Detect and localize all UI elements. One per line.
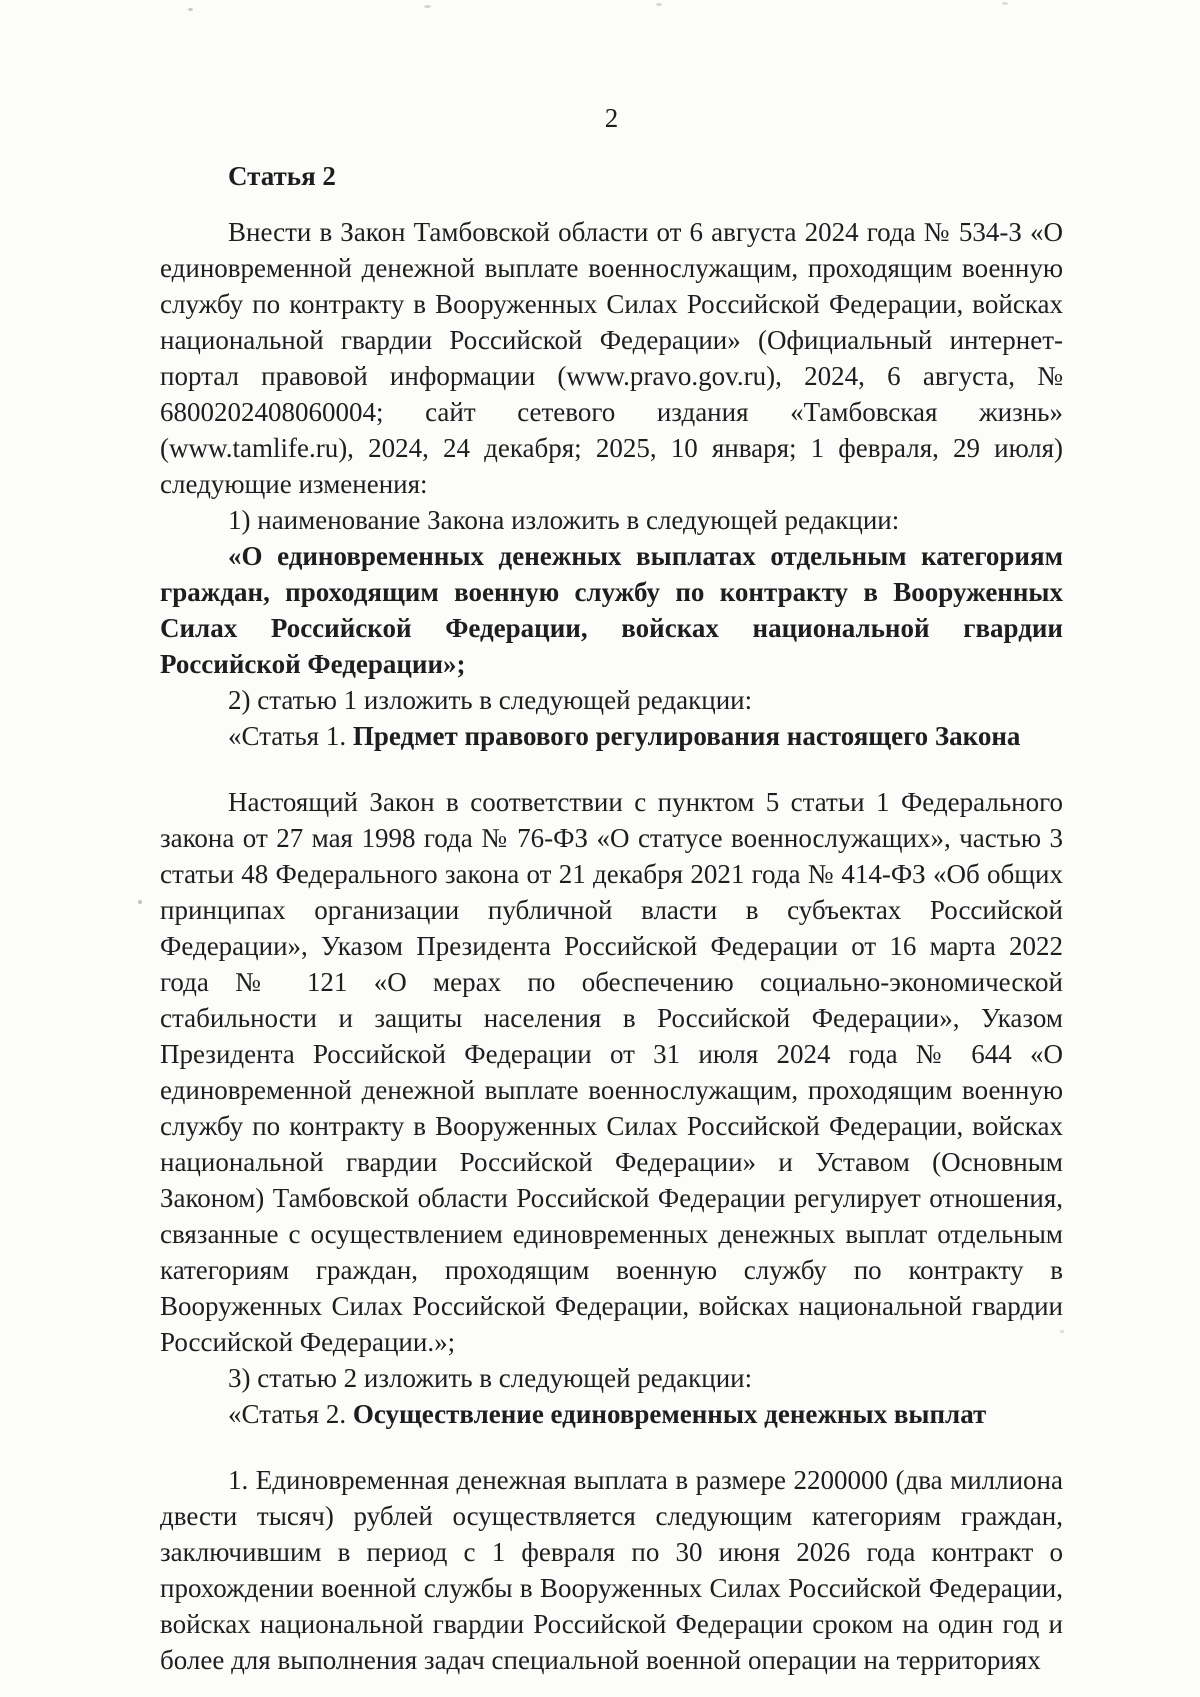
- payment-paragraph: 1. Единовременная денежная выплата в размере 2200000 (два миллиона двести тысяч) рублей осуществляется следующим категориям граждан, заключившим в период с 1 февраля по 30 июня 2026 года контракт о прохождении военной службы в Вооруженных Силах Российской Федерации, войсках национальной гвардии Российской Федерации сроком на один год и более для выполнения задач специальной военной операции на территориях: [160, 1465, 1063, 1675]
- scan-artifact: [1002, 2, 1008, 5]
- article-2-new-prefix: «Статья 2.: [228, 1399, 353, 1429]
- new-law-title-paragraph: «О единовременных денежных выплатах отдельным категориям граждан, проходящим военную службу по контракту в Вооруженных Силах Российской Федерации, войсках национальной гвардии Российской Федерации»;: [160, 541, 1063, 679]
- document-content: [160, 100, 1063, 1678]
- article-2-new-title: Осуществление единовременных денежных выплат: [352, 1399, 987, 1429]
- article-1-prefix: «Статья 1.: [228, 721, 353, 751]
- amendment-intro-paragraph: Внести в Закон Тамбовской области от 6 августа 2024 года № 534-З «О единовременной денежной выплате военнослужащим, проходящим военную службу по контракту в Вооруженных Силах Российской Федерации, войсках национальной гвардии Российской Федерации» (Официальный интернет-портал правовой информации (www.pravo.gov.ru), 2024, 6 августа, № 6800202408060004; сайт сетевого издания «Тамбовская жизнь» (www.tamlife.ru), 2024, 24 декабря; 2025, 10 января; 1 февраля, 29 июля) следующие изменения:: [160, 217, 1063, 499]
- article-1-heading-line: [160, 718, 1063, 754]
- article-2-new-heading-line: [160, 1396, 1063, 1432]
- scan-artifact: [424, 5, 431, 8]
- list-item-1: 1) наименование Закона изложить в следующей редакции:: [228, 505, 900, 535]
- list-item-2: 2) статью 1 изложить в следующей редакции:: [228, 685, 753, 715]
- article-1-title: Предмет правового регулирования настоящего Закона: [352, 721, 1021, 751]
- page-number: 2: [604, 103, 619, 133]
- scan-artifact: [656, 3, 662, 6]
- scan-artifact: [188, 8, 193, 11]
- list-item-3: 3) статью 2 изложить в следующей редакции:: [228, 1363, 753, 1393]
- article-2-heading: Статья 2: [228, 161, 336, 191]
- article-1-body-paragraph: Настоящий Закон в соответствии с пунктом 5 статьи 1 Федерального закона от 27 мая 1998 года № 76-ФЗ «О статусе военнослужащих», частью 3 статьи 48 Федерального закона от 21 декабря 2021 года № 414-ФЗ «Об общих принципах организации публичной власти в субъектах Российской Федерации», Указом Президента Российской Федерации от 16 марта 2022 года № 121 «О мерах по обеспечению социально-экономической стабильности и защиты населения в Российской Федерации», Указом Президента Российской Федерации от 31 июля 2024 года № 644 «О единовременной денежной выплате военнослужащим, проходящим военную службу по контракту в Вооруженных Силах Российской Федерации, войсках национальной гвардии Российской Федерации» и Уставом (Основным Законом) Тамбовской области Российской Федерации регулирует отношения, связанные с осуществлением единовременных денежных выплат отдельным категориям граждан, проходящим военную службу по контракту в Вооруженных Силах Российской Федерации, войсках национальной гвардии Российской Федерации.»;: [160, 787, 1063, 1357]
- scan-artifact: [138, 900, 142, 904]
